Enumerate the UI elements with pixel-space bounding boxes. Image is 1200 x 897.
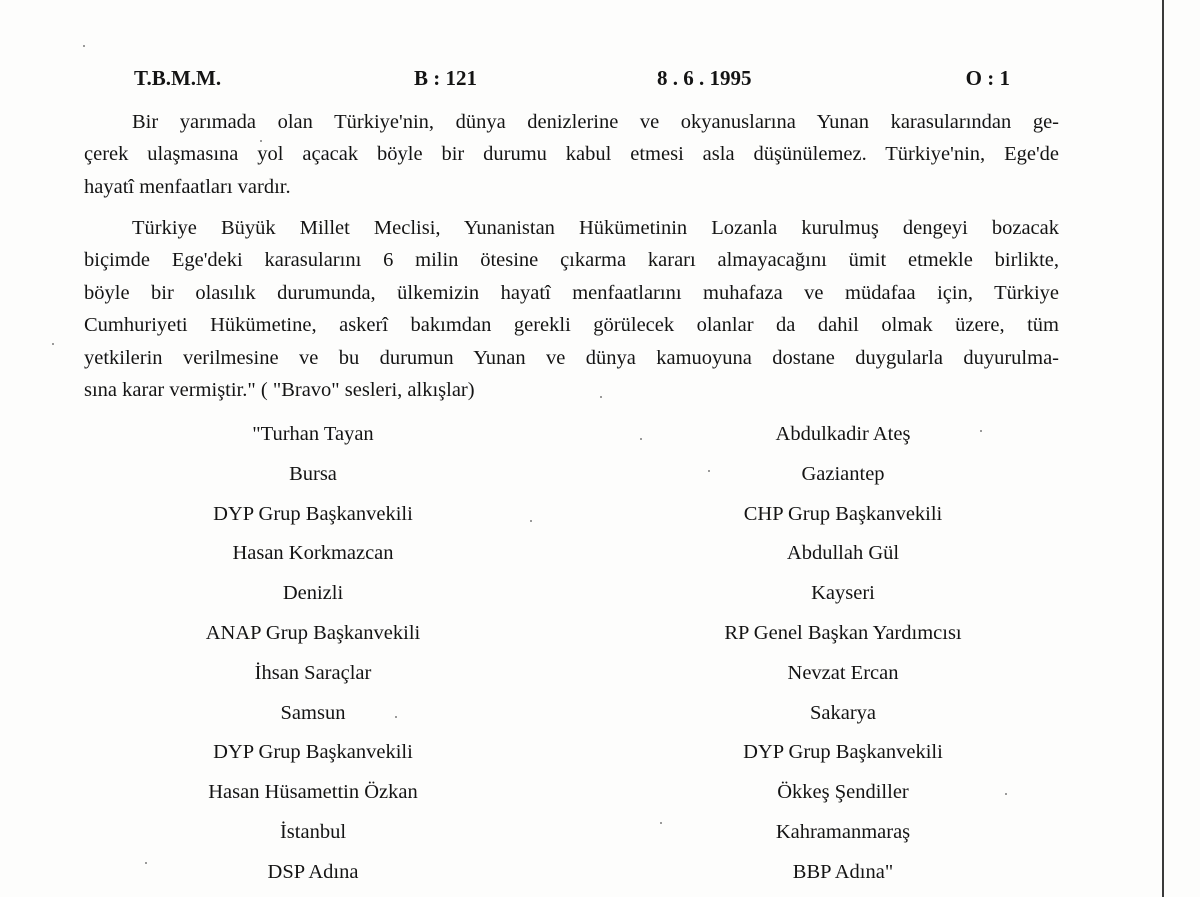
paragraph-line: yetkilerin verilmesine ve bu durumun Yunan ve dünya kamuoyuna dostane duygularla duyurulma- <box>84 346 1059 369</box>
signature-line: CHP Grup Başkanvekili <box>743 502 943 525</box>
scan-speck <box>530 520 532 522</box>
signature-line: Denizli <box>282 582 344 605</box>
signature-line: BBP Adına" <box>792 860 894 883</box>
page-header <box>134 66 1010 100</box>
scan-speck <box>640 438 642 440</box>
paragraph-line: biçimde Ege'deki karasularını 6 milin ötesine çıkarma kararı almayacağını ümit etmekle birlikte, <box>84 249 1059 272</box>
signature-line: İhsan Saraçlar <box>254 661 372 684</box>
signatures-right-column <box>643 417 1043 895</box>
signature-line: Kayseri <box>811 582 875 605</box>
header-session: B : 121 <box>414 66 477 90</box>
signature-line: "Turhan Tayan <box>252 423 374 445</box>
scan-speck <box>395 716 397 718</box>
paragraph-line: hayatî menfaatları vardır. <box>84 175 291 198</box>
signature-line: DYP Grup Başkanvekili <box>743 741 943 764</box>
header-org: T.B.M.M. <box>134 66 222 90</box>
scan-speck <box>260 140 262 142</box>
signatures-left-column <box>113 417 513 895</box>
signature-line: ANAP Grup Başkanvekili <box>205 621 421 644</box>
paragraph-line: Cumhuriyeti Hükümetine, askerî bakımdan gerekli görülecek olanlar da dahil olmak üzere, tüm <box>84 314 1059 337</box>
signature-line: RP Genel Başkan Yardımcısı <box>724 621 962 644</box>
signature-line: DYP Grup Başkanvekili <box>213 502 413 525</box>
header-date: 8 . 6 . 1995 <box>657 66 752 90</box>
scan-speck <box>52 343 54 345</box>
signature-line: DSP Adına <box>267 860 359 883</box>
paragraph-line: çerek ulaşmasına yol açacak böyle bir durumu kabul etmesi asla düşünülemez. Türkiye'nin, Ege'de <box>84 143 1059 166</box>
scan-speck <box>1005 793 1007 795</box>
scan-speck <box>980 430 982 432</box>
signature-line: Ökkeş Şendiller <box>777 781 909 804</box>
signature-line: Hasan Korkmazcan <box>232 542 394 565</box>
signature-line: Hasan Hüsamettin Özkan <box>208 781 418 804</box>
signature-line: Abdullah Gül <box>786 542 900 565</box>
paragraph-line: böyle bir olasılık durumunda, ülkemizin hayatî menfaatlarını muhafaza ve müdafaa için, Türkiye <box>84 281 1059 304</box>
signature-line: Gaziantep <box>801 462 885 485</box>
paragraph-line: sına karar vermiştir." ( "Bravo" sesleri, alkışlar) <box>84 379 475 402</box>
signature-line: Samsun <box>280 701 346 724</box>
scan-speck <box>83 45 85 47</box>
header-sitting: O : 1 <box>965 66 1010 90</box>
signature-line: Abdulkadir Ateş <box>775 423 911 445</box>
scan-speck <box>600 396 602 398</box>
signature-line: Nevzat Ercan <box>787 661 899 684</box>
paragraph-2 <box>84 212 1059 406</box>
scan-speck <box>660 822 662 824</box>
signature-line: DYP Grup Başkanvekili <box>213 741 413 764</box>
paragraph-line: Bir yarımada olan Türkiye'nin, dünya denizlerine ve okyanuslarına Yunan karasularından ge- <box>132 111 1059 133</box>
page-edge-line <box>1162 0 1164 897</box>
scan-speck <box>145 862 147 864</box>
signature-line: Bursa <box>289 462 337 485</box>
signature-line: Kahramanmaraş <box>775 820 911 843</box>
paragraph-line: Türkiye Büyük Millet Meclisi, Yunanistan Hükümetinin Lozanla kurulmuş dengeyi bozacak <box>132 217 1059 239</box>
signature-line: Sakarya <box>809 701 877 724</box>
scan-speck <box>708 470 710 472</box>
paragraph-1 <box>84 106 1059 203</box>
signature-line: İstanbul <box>279 820 347 843</box>
